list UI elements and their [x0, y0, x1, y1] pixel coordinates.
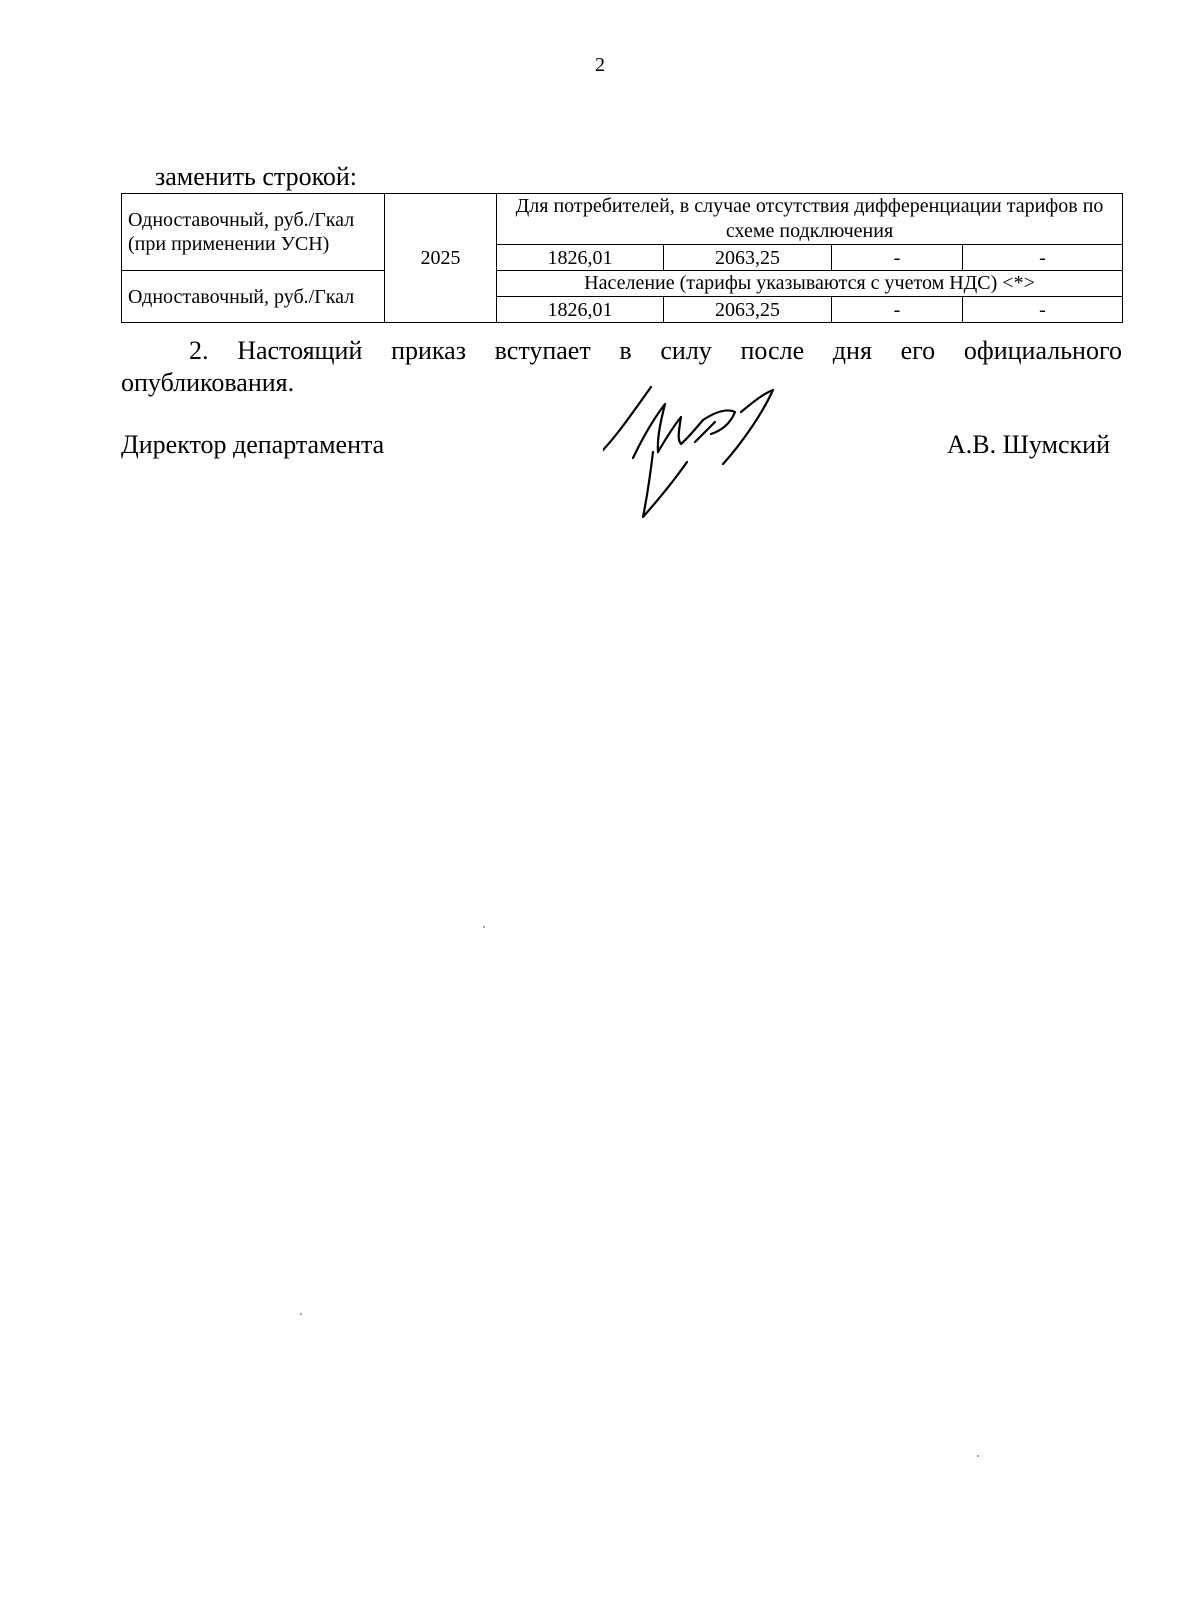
handwritten-signature — [603, 382, 793, 532]
tariff-label-cell: Одноставочный, руб./Гкал — [122, 271, 385, 323]
tariff-value-cell: - — [963, 297, 1123, 323]
scan-speck — [483, 926, 485, 928]
tariff-value-cell: - — [832, 297, 963, 323]
consumer-group-header: Население (тарифы указываются с учетом НДС) <*> — [497, 271, 1123, 297]
tariff-value-cell: 1826,01 — [497, 245, 664, 271]
tariff-value-cell: 2063,25 — [664, 245, 832, 271]
tariff-label-cell: Одноставочный, руб./Гкал (при применении УСН) — [122, 194, 385, 271]
intro-text: заменить строкой: — [155, 162, 358, 191]
year-cell: 2025 — [385, 194, 497, 323]
table-row — [122, 271, 1123, 297]
page-number: 2 — [595, 54, 605, 76]
paragraph-line: опубликования. — [121, 368, 295, 397]
tariff-value-cell: - — [963, 245, 1123, 271]
tariff-value-cell: 1826,01 — [497, 297, 664, 323]
scan-speck — [300, 1313, 302, 1315]
tariff-value-cell: - — [832, 245, 963, 271]
consumer-group-header: Для потребителей, в случае отсутствия дифференциации тарифов по схеме подключения — [497, 194, 1123, 245]
tariff-table — [121, 193, 1123, 323]
scan-speck — [977, 1455, 979, 1457]
paragraph-line: 2. Настоящий приказ вступает в силу после дня его официального — [189, 336, 1122, 365]
table-row — [122, 194, 1123, 245]
signer-position: Директор департамента — [121, 430, 385, 459]
tariff-value-cell: 2063,25 — [664, 297, 832, 323]
signer-name: А.В. Шумский — [947, 430, 1110, 459]
